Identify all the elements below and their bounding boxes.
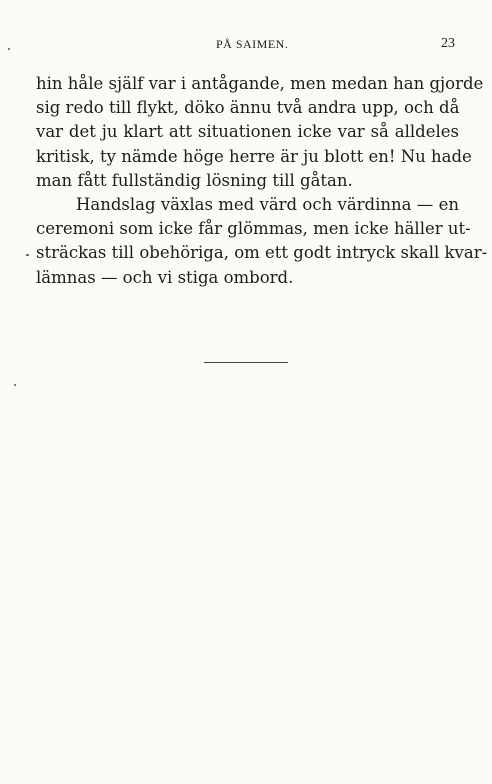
text-line: hin håle själf var i antågande, men medan han gjorde — [36, 74, 484, 93]
running-head: PÅ SAIMEN. — [216, 37, 289, 51]
text-line: ceremoni som icke får glömmas, men icke häller ut- — [36, 219, 471, 239]
text-line: man fått fullständig lösning till gåtan. — [36, 170, 353, 190]
section-divider — [204, 362, 288, 363]
paragraph-1 — [36, 72, 484, 193]
page-number: 23 — [441, 36, 455, 51]
body-text — [36, 72, 488, 290]
text-line: lämnas — och vi stiga ombord. — [36, 267, 294, 287]
print-speck — [26, 254, 29, 256]
paragraph-2 — [36, 193, 488, 290]
print-speck — [14, 384, 16, 386]
text-line: Handslag växlas med värd och värdinna — en — [76, 195, 459, 215]
text-line: sig redo till flykt, döko ännu två andra upp, och då — [36, 98, 460, 118]
text-line: var det ju klart att situationen icke var så alldeles — [36, 122, 459, 142]
text-line: sträckas till obehöriga, om ett godt intryck skall kvar- — [36, 243, 488, 263]
text-line: kritisk, ty nämde höge herre är ju blott en! Nu hade — [36, 146, 472, 166]
print-speck — [8, 48, 10, 50]
